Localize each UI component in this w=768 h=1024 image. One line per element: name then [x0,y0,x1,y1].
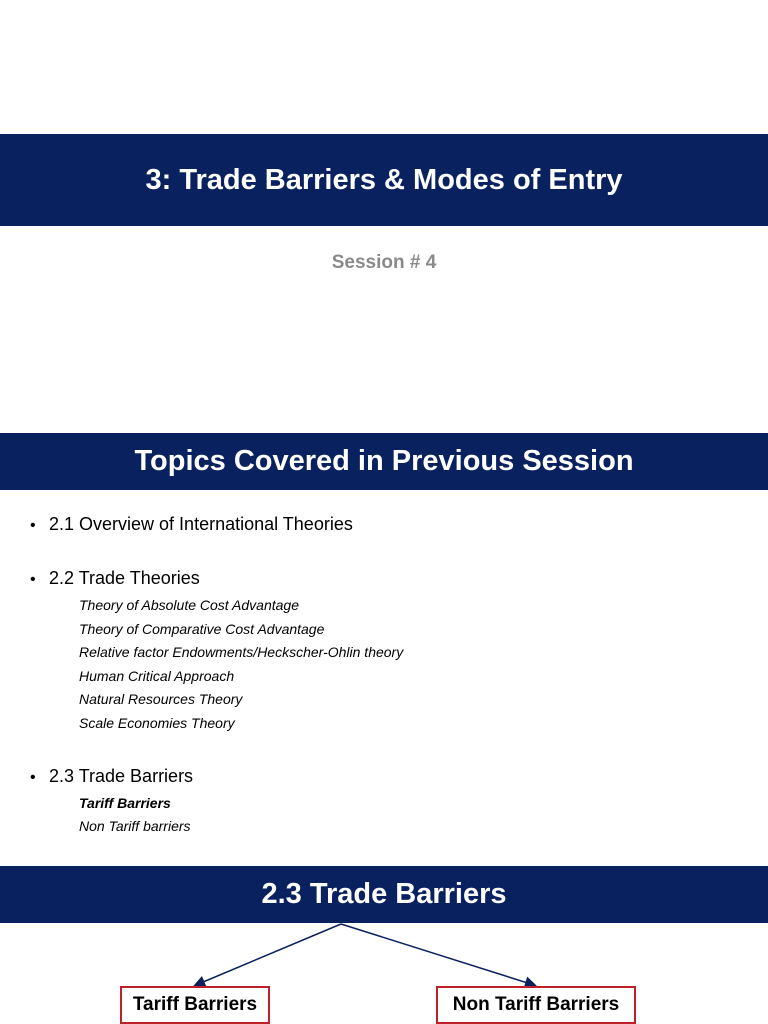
subtopic-item: Theory of Comparative Cost Advantage [79,620,325,637]
slide3-title: 2.3 Trade Barriers [261,878,507,910]
subtopic-item: Scale Economies Theory [79,714,235,731]
subtopic-item: Non Tariff barriers [79,818,191,835]
subtopic-item: Tariff Barriers [79,794,171,811]
slide1-title: 3: Trade Barriers & Modes of Entry [145,163,623,196]
subtopic-item: Relative factor Endowments/Heckscher-Ohlin theory [79,644,404,661]
subtopic-item: Natural Resources Theory [79,691,243,708]
tariff-barriers-box [120,986,270,1024]
bullet-icon: • [30,571,36,588]
bullet-icon: • [30,768,36,786]
subtopic-item: Human Critical Approach [79,667,235,684]
topic-label: 2.2 Trade Theories [49,568,200,588]
arrow-left [196,924,341,985]
slide1-subtitle: Session # 4 [331,252,437,273]
arrow-right [341,924,534,985]
topic-label: 2.3 Trade Barriers [49,765,194,786]
bullet-icon: • [30,517,36,534]
slide2-title: Topics Covered in Previous Session [134,445,634,477]
non-tariff-barriers-box [436,986,636,1024]
box-label: Non Tariff Barriers [452,994,620,1015]
topic-label: 2.1 Overview of International Theories [49,514,353,534]
box-label: Tariff Barriers [132,994,258,1015]
subtopic-item: Theory of Absolute Cost Advantage [79,597,299,613]
